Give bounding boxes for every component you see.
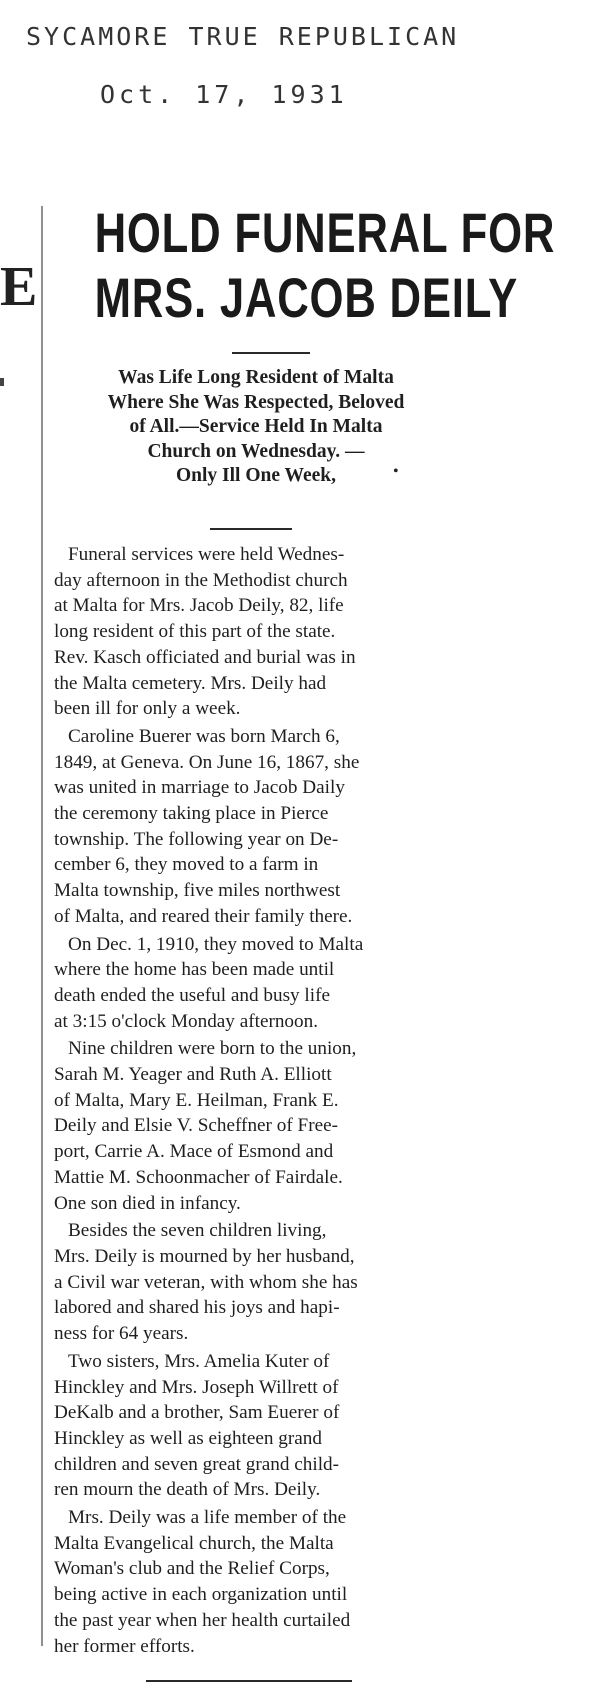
headline-line-1: HOLD FUNERAL FOR <box>94 201 556 264</box>
paragraph-husband <box>54 1218 466 1347</box>
text-line: Malta township, five miles northwest <box>54 880 341 902</box>
text-line: day afternoon in the Methodist church <box>54 569 348 591</box>
headline-divider <box>232 352 310 354</box>
text-line: her former efforts. <box>54 1635 195 1657</box>
deck-line: Church on Wednesday. — <box>147 440 365 462</box>
text-line: at 3:15 o'clock Monday afternoon. <box>54 1010 319 1032</box>
text-line: being active in each organization until <box>54 1584 348 1606</box>
paragraph-move-to-malta <box>54 932 466 1035</box>
text-line: Deily and Elsie V. Scheffner of Free- <box>54 1115 339 1137</box>
text-line: On Dec. 1, 1910, they moved to Malta <box>68 933 364 955</box>
text-line: the past year when her health curtailed <box>54 1609 351 1631</box>
text-line: Two sisters, Mrs. Amelia Kuter of <box>68 1350 330 1372</box>
deck-stray-mark: • <box>393 463 399 480</box>
cropped-neighbor-mark <box>0 378 4 386</box>
text-line: children and seven great grand child- <box>54 1453 340 1475</box>
text-line: port, Carrie A. Mace of Esmond and <box>54 1141 334 1163</box>
text-line: Funeral services were held Wednes- <box>68 544 345 565</box>
text-line: Malta Evangelical church, the Malta <box>54 1532 334 1554</box>
text-line: at Malta for Mrs. Jacob Deily, 82, life <box>54 595 344 617</box>
text-line: township. The following year on De- <box>54 828 339 850</box>
text-line: a Civil war veteran, with whom she has <box>54 1271 358 1293</box>
text-line: 1849, at Geneva. On June 16, 1867, she <box>54 751 360 773</box>
text-line: cember 6, they moved to a farm in <box>54 854 319 876</box>
text-line: ren mourn the death of Mrs. Deily. <box>54 1479 321 1501</box>
text-line: labored and shared his joys and hapi- <box>54 1297 340 1319</box>
cropped-neighbor-headline-fragment: E <box>0 256 38 318</box>
paragraph-biography <box>54 724 466 930</box>
text-line: Besides the seven children living, <box>68 1220 327 1242</box>
text-line: the Malta cemetery. Mrs. Deily had <box>54 672 327 694</box>
text-line: Rev. Kasch officiated and burial was in <box>54 646 356 668</box>
text-line: death ended the useful and busy life <box>54 984 330 1006</box>
text-line: of Malta, and reared their family there. <box>54 905 353 927</box>
text-line: was united in marriage to Jacob Daily <box>54 777 345 799</box>
clipping-column-edge <box>41 206 43 1646</box>
text-line: Mrs. Deily is mourned by her husband, <box>54 1245 355 1267</box>
text-line: Mattie M. Schoonmacher of Fairdale. <box>54 1166 343 1188</box>
text-line: Nine children were born to the union, <box>68 1038 357 1060</box>
text-line: Hinckley as well as eighteen grand <box>54 1427 322 1449</box>
text-line: Hinckley and Mrs. Joseph Willrett of <box>54 1376 339 1398</box>
text-line: been ill for only a week. <box>54 698 241 720</box>
deck-line: of All.—Service Held In Malta <box>129 416 383 437</box>
text-line: DeKalb and a brother, Sam Euerer of <box>54 1402 340 1424</box>
subheadline-deck <box>48 366 464 489</box>
text-line: Woman's club and the Relief Corps, <box>54 1558 330 1580</box>
text-line: of Malta, Mary E. Heilman, Frank E. <box>54 1089 339 1111</box>
paragraph-siblings <box>54 1349 466 1503</box>
text-line: ness for 64 years. <box>54 1323 189 1345</box>
newspaper-name: SYCAMORE TRUE REPUBLICAN <box>26 22 460 51</box>
text-line: the ceremony taking place in Pierce <box>54 803 329 825</box>
article-end-rule <box>146 1680 352 1682</box>
deck-line: Only Ill One Week, <box>176 465 336 486</box>
deck-line: Was Life Long Resident of Malta <box>118 367 394 388</box>
deck-line: Where She Was Respected, Beloved <box>107 391 405 413</box>
publication-date: Oct. 17, 1931 <box>100 80 348 109</box>
paragraph-children <box>54 1036 466 1216</box>
article-body <box>54 542 466 1661</box>
text-line: Caroline Buerer was born March 6, <box>68 725 340 747</box>
text-line: long resident of this part of the state. <box>54 621 336 643</box>
text-line: where the home has been made until <box>54 959 335 981</box>
text-line: One son died in infancy. <box>54 1192 241 1214</box>
paragraph-services <box>54 542 466 722</box>
text-line: Mrs. Deily was a life member of the <box>68 1507 347 1529</box>
deck-divider <box>210 528 292 530</box>
headline-line-2: MRS. JACOB DEILY <box>94 266 519 329</box>
paragraph-memberships <box>54 1505 466 1659</box>
text-line: Sarah M. Yeager and Ruth A. Elliott <box>54 1064 332 1086</box>
